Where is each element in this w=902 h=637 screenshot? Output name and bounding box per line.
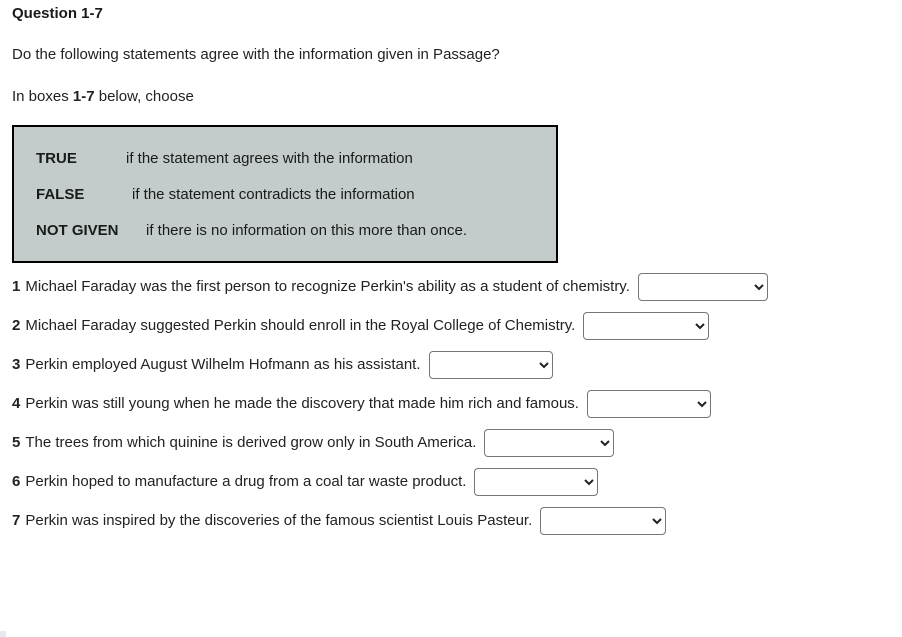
scroll-corner (0, 631, 6, 637)
statement-list (12, 273, 890, 535)
page-title: Question 1-7 (12, 5, 103, 22)
statement-text: The trees from which quinine is derived grow only in South America. (25, 434, 477, 451)
answer-select-5[interactable] (484, 429, 614, 457)
statement-text: Perkin employed August Wilhelm Hofmann as his assistant. (25, 356, 421, 373)
legend-row-false (36, 185, 534, 205)
statement-text: Perkin hoped to manufacture a drug from a coal tar waste product. (25, 473, 467, 490)
statement-row (12, 507, 890, 535)
answer-select-7[interactable] (540, 507, 666, 535)
question-instruction: Do the following statements agree with the information given in Passage? (12, 46, 500, 63)
statement-text: Michael Faraday was the first person to recognize Perkin's ability as a student of chemistry. (25, 278, 630, 295)
legend-description: if there is no information on this more than once. (146, 222, 468, 239)
boxes-instruction-post: below, choose (94, 88, 194, 105)
statement-row (12, 468, 890, 496)
answer-select-6[interactable] (474, 468, 598, 496)
answer-select-1[interactable] (638, 273, 768, 301)
boxes-instruction-pre: In boxes (12, 88, 73, 105)
statement-number: 7 (12, 512, 21, 529)
statement-row (12, 312, 890, 340)
legend-description: if the statement agrees with the information (126, 150, 413, 167)
statement-number: 6 (12, 473, 21, 490)
legend-row-true (36, 149, 534, 169)
boxes-range: 1-7 (72, 88, 95, 105)
statement-text: Michael Faraday suggested Perkin should enroll in the Royal College of Chemistry. (25, 317, 576, 334)
legend-box (12, 125, 558, 263)
statement-row (12, 390, 890, 418)
statement-number: 4 (12, 395, 21, 412)
statement-row (12, 351, 890, 379)
statement-row (12, 273, 890, 301)
answer-select-4[interactable] (587, 390, 711, 418)
boxes-instruction (12, 87, 890, 107)
legend-term: TRUE (36, 150, 77, 167)
legend-term: FALSE (36, 186, 85, 203)
statement-number: 3 (12, 356, 21, 373)
statement-number: 1 (12, 278, 21, 295)
statement-text: Perkin was still young when he made the discovery that made him rich and famous. (25, 395, 579, 412)
legend-row-not-given (36, 221, 534, 241)
legend-description: if the statement contradicts the information (132, 186, 415, 203)
statement-text: Perkin was inspired by the discoveries of the famous scientist Louis Pasteur. (25, 512, 533, 529)
answer-select-2[interactable] (583, 312, 709, 340)
statement-row (12, 429, 890, 457)
statement-number: 2 (12, 317, 21, 334)
statement-number: 5 (12, 434, 21, 451)
legend-term: NOT GIVEN (36, 222, 119, 239)
answer-select-3[interactable] (429, 351, 553, 379)
